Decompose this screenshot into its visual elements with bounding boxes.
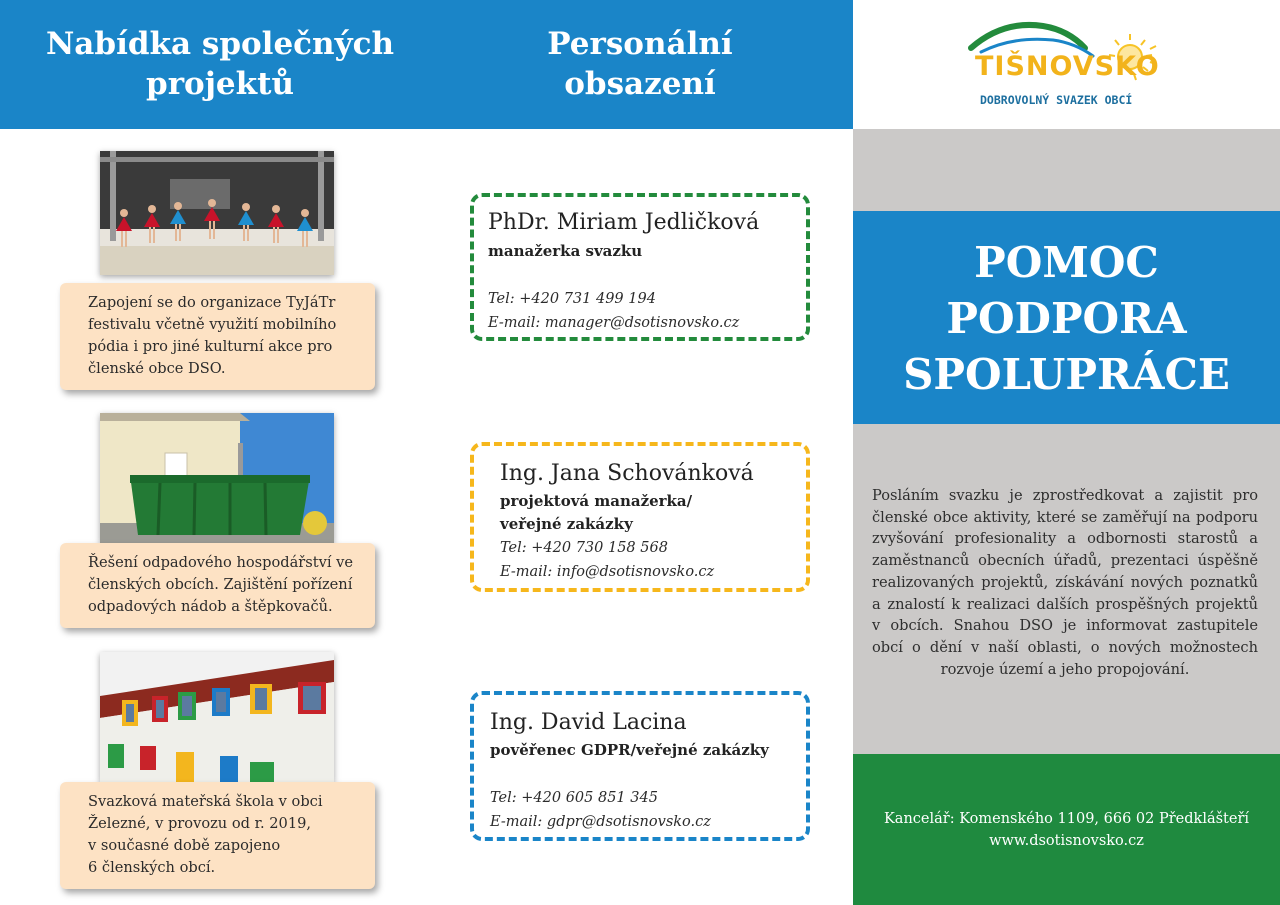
contact-card-project-manager <box>470 442 810 592</box>
contact-role: veřejné zakázky <box>500 515 633 533</box>
website-link[interactable]: www.dsotisnovsko.cz <box>989 833 1144 849</box>
contact-card-manager <box>470 193 810 341</box>
contact-phone[interactable]: Tel: +420 730 158 568 <box>500 540 668 556</box>
contact-phone[interactable]: Tel: +420 731 499 194 <box>488 291 656 307</box>
project-photo-dancers <box>100 151 334 275</box>
projects-heading: Nabídka společných projektů <box>45 26 395 102</box>
mission-text: Posláním svazku je zprostředkovat a zajistit pro členské obce aktivity, které se zaměřují na podporu zvyšování profesionality a odbornosti starostů a zaměstnanců obecních úřadů, prezentaci úspěšně realizovaných projektů, získávání nových poznatků a znalostí k realizaci dalších prospěšných projektů v obcích. Snahou DSO je informovat zastupitele obcí o dění v naší oblasti, o nových možnostech rozvoje území a jeho propojování. <box>872 487 1258 678</box>
slogan-block <box>853 211 1280 424</box>
slogan-line: PODPORA <box>946 294 1187 343</box>
office-address: Kancelář: Komenského 1109, 666 02 Předklášteří <box>883 811 1250 827</box>
contact-name: Ing. David Lacina <box>490 710 687 735</box>
contact-email[interactable]: E-mail: gdpr@dsotisnovsko.cz <box>490 814 711 830</box>
contact-role: pověřenec GDPR/veřejné zakázky <box>490 741 769 759</box>
staff-heading: Personální obsazení <box>547 26 733 102</box>
logo-subtitle: DOBROVOLNÝ SVAZEK OBCÍ <box>980 93 1133 107</box>
contact-name: Ing. Jana Schovánková <box>500 461 754 486</box>
contact-role: manažerka svazku <box>488 242 643 260</box>
dancers-image <box>100 151 334 275</box>
project-caption-waste: Řešení odpadového hospodářství ve členských obcích. Zajištění pořízení odpadových nádob a štěpkovačů. <box>60 543 375 628</box>
contact-email[interactable]: E-mail: manager@dsotisnovsko.cz <box>488 315 740 331</box>
project-photo-kindergarten <box>100 652 334 782</box>
tisnovsko-logo <box>853 0 1280 129</box>
project-caption-festival: Zapojení se do organizace TyJáTr festivalu včetně využití mobilního pódia i pro jiné kulturní akce pro členské obce DSO. <box>60 283 375 390</box>
contact-role: projektová manažerka/ <box>500 492 693 510</box>
footer <box>853 754 1280 905</box>
logo-area <box>853 0 1280 129</box>
logo-name: TIŠNOVSKO <box>975 51 1160 82</box>
kindergarten-image <box>100 652 334 782</box>
contact-card-gdpr <box>470 691 810 841</box>
project-caption-kindergarten: Svazková mateřská škola v obci Železné, v provozu od r. 2019, v současné době zapojeno 6 členských obcí. <box>60 782 375 889</box>
slogan-line: SPOLUPRÁCE <box>903 350 1230 399</box>
project-photo-containers <box>100 413 334 543</box>
contact-phone[interactable]: Tel: +420 605 851 345 <box>490 790 658 806</box>
contact-name: PhDr. Miriam Jedličková <box>488 210 760 235</box>
slogan-line: POMOC <box>974 238 1159 287</box>
containers-image <box>100 413 334 543</box>
contact-email[interactable]: E-mail: info@dsotisnovsko.cz <box>500 564 715 580</box>
